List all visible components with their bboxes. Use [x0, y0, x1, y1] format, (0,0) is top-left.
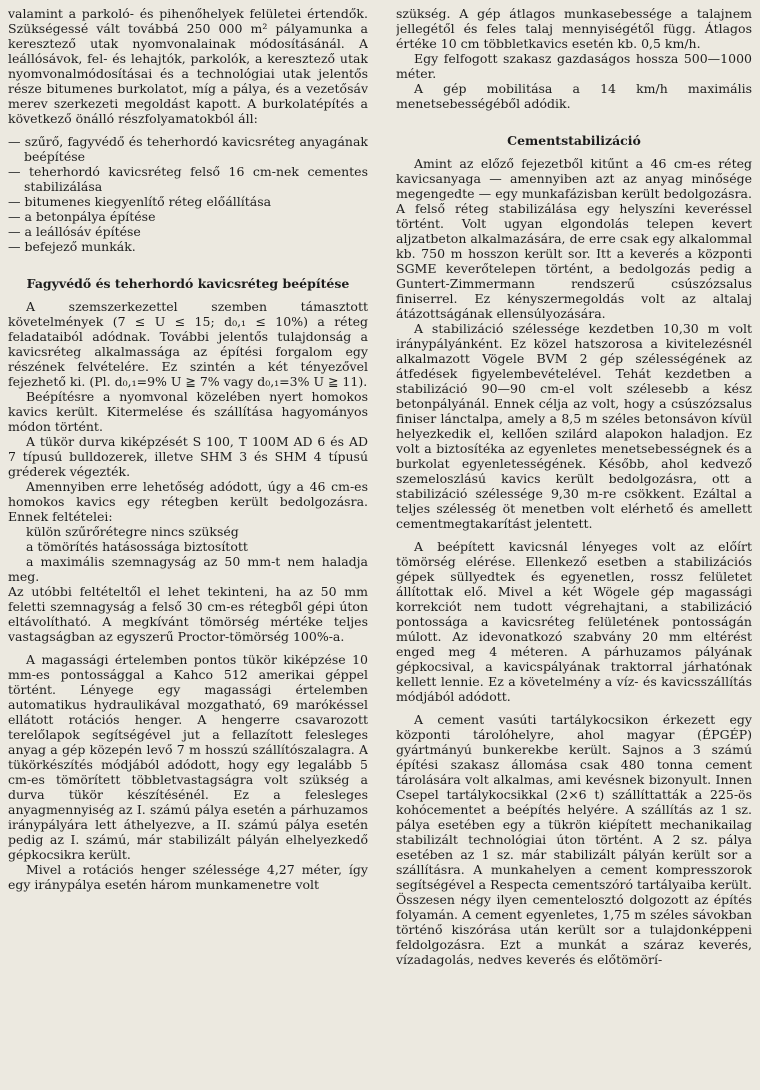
spacer	[8, 126, 368, 134]
list-item: — szűrő, fagyvédő és teherhordó kavicsréteg anyagának beépítése	[8, 134, 368, 164]
paragraph: Az utóbbi feltételtől el lehet tekinteni, ha az 50 mm feletti szemnagyság a felső 30 cm-es rétegből gépi úton eltávolítható. A megkívánt tömörség mértéke teljes vastagságban az egyszerű Proctor-tömörség 100%-a.	[8, 584, 368, 644]
spacer	[8, 254, 368, 276]
paragraph: Amint az előző fejezetből kitűnt a 46 cm-es réteg kavicsanyaga — amennyiben azt az anyag minősége megengedte — egy munkafázisban került bedolgozásra. A felső réteg stabilizálása egy helyszíni keveréssel történt. Volt ugyan elgondolás telepen kevert aljzatbeton alkalmazására, de erre csak egy alkalommal kb. 750 m hosszon került sor. Itt a keverés a központi SGME keverőtelepen történt, a bedolgozás pedig a Guntert-Zimmermann rendszerű csúszózsalus finiserrel. Ez kényszermegoldás volt az altalaj átázottságának ellensúlyozására.	[396, 156, 752, 321]
paragraph: A cement vasúti tartálykocsikon érkezett egy központi tárolóhelyre, ahol magyar (ÉPGÉP) gyártmányú bunkerekbe került. Sajnos a 3 számú építési szakasz állomása csak 480 tonna cement tárolására volt alkalmas, ami kevésnek bizonyult. Innen Csepel tartálykocsikkal (2×6 t) szállíttatták a 225-ös kohócementet a beépítés helyére. A szállítás az 1 sz. pálya esetében egy a tükrön kiépített mechanikailag stabilizált technológiai úton történt. A 2 sz. pálya esetében az 1 sz. már stabilizált pályán került sor a szállításra. A munkahelyen a cement kompresszorok segítségével a Respecta cementszóró tartályaiba került. Összesen négy ilyen cementelosztó dolgozott az építés folyamán. A cement egyenletes, 1,75 m széles sávokban történő kiszórása után került sor a tulajdonképpeni feldolgozásra. Ezt a munkát a száraz keverés, vízadagolás, nedves keverés és előtömörí-	[396, 712, 752, 967]
list-item: — teherhordó kavicsréteg felső 16 cm-nek cementes stabilizálása	[8, 164, 368, 194]
paragraph: A stabilizáció szélessége kezdetben 10,30 m volt iránypályánként. Ez közel hatszorosa a kivitelezésnél alkalmazott Vögele BVM 2 gép szélességének az átfedések figyelembevételével. Tehát kezdetben a stabilizáció 90—90 cm-el volt szélesebb a kész betonpályánál. Ennek célja az volt, hogy a csúszózsalus finiser lánctalpa, amely a 8,5 m széles betonsávon kívül helyezkedik el, kellően szilárd alapokon haladjon. Ez volt a biztosítéka az egyenletes menetsebességnek és a burkolat egyenletességének. Később, ahol kedvező szemeloszlású kavics került bedolgozásra, ott a stabilizáció szélessége 9,30 m-re csökkent. Ezáltal a teljes szélesség öt menetben volt elérhető és amellett cementmegtakarítást jelentett.	[396, 321, 752, 531]
paragraph: a tömörítés hatásossága biztosított	[26, 539, 248, 554]
spacer	[8, 291, 368, 299]
spacer	[396, 111, 752, 133]
right-column	[396, 6, 752, 1086]
paragraph: Amennyiben erre lehetőség adódott, úgy a 46 cm-es homokos kavics egy rétegben került bedolgozásra. Ennek feltételei:	[8, 479, 368, 524]
list-item: — befejező munkák.	[8, 239, 136, 254]
spacer	[396, 531, 752, 539]
section-heading: Fagyvédő és teherhordó kavicsréteg beépítése	[26, 276, 350, 291]
section-heading: Cementstabilizáció	[507, 133, 641, 148]
paragraph: A gép mobilitása a 14 km/h maximális menetsebességéből adódik.	[396, 81, 752, 111]
paragraph: a maximális szemnagyság az 50 mm-t nem haladja meg.	[8, 554, 368, 584]
spacer	[396, 704, 752, 712]
left-column	[8, 6, 368, 1086]
paragraph: A magassági értelemben pontos tükör kiképzése 10 mm-es pontossággal a Kahco 512 amerikai géppel történt. Lényege egy magassági értelemben automatikus hydraulikával mozgatható, 69 marókéssel ellátott rotációs henger. A hengerre csavarozott terelőlapok segítségével jut a fellazított felesleges anyag a gép közepén levő 7 m hosszú szállítószalagra. A tükörkészítés módjából adódott, hogy egy legalább 5 cm-es tömörített többletvastagságra volt szükség a durva tükör készítésénél. Ez a felesleges anyagmennyiség az I. számú pálya esetén a párhuzamos iránypályára lett áthelyezve, a II. számú pálya esetén pedig az I. számú, már stabilizált pályán elhelyezkedő gépkocsikra került.	[8, 652, 368, 862]
list-item: — a leállósáv építése	[8, 224, 141, 239]
paragraph: külön szűrőrétegre nincs szükség	[26, 524, 239, 539]
paragraph: A beépített kavicsnál lényeges volt az előírt tömörség elérése. Ellenkező esetben a stabilizációs gépek süllyedtek és egyenetlen, rossz felületet állítottak elő. Mivel a két Wögele gép magassági korrekciót nem tudott végrehajtani, a stabilizáció pontossága a kavicsréteg felületének pontosságán múlott. Az idevonatkozó szabvány 20 mm eltérést enged meg 4 méteren. A párhuzamos pályának gépkocsival, a kavicspályának traktorral járhatónak kellett lennie. Ez a követelmény a víz- és kavicsszállítás módjából adódott.	[396, 539, 752, 704]
paragraph: Mivel a rotációs henger szélessége 4,27 méter, így egy iránypálya esetén három munkamenetre volt	[8, 862, 368, 892]
paragraph: szükség. A gép átlagos munkasebessége a talajnem jellegétől és feles talaj mennyiségétől függ. Átlagos értéke 10 cm többletkavics esetén kb. 0,5 km/h.	[396, 6, 752, 51]
paragraph: A tükör durva kiképzését S 100, T 100M AD 6 és AD 7 típusú bulldozerek, illetve SHM 3 és SHM 4 típusú gréderek végezték.	[8, 434, 368, 479]
paragraph: Egy felfogott szakasz gazdaságos hossza 500—1000 méter.	[396, 51, 752, 81]
paragraph: A szemszerkezettel szemben támasztott követelmények (7 ≤ U ≤ 15; d₀,₁ ≤ 10%) a réteg feladataiból adódnak. További jelentős tulajdonság a kavicsréteg alkalmassága az építési forgalom egy részének felvételére. Ez szintén a két tényezővel fejezhető ki. (Pl. d₀,₁=9% U ≧ 7% vagy d₀,₁=3% U ≧ 11).	[8, 299, 368, 389]
paragraph: Beépítésre a nyomvonal közelében nyert homokos kavics került. Kitermelése és szállítása hagyományos módon történt.	[8, 389, 368, 434]
list-item: — a betonpálya építése	[8, 209, 156, 224]
list-item: — bitumenes kiegyenlítő réteg előállítása	[8, 194, 272, 209]
spacer	[8, 644, 368, 652]
paragraph: valamint a parkoló- és pihenőhelyek felületei értendők. Szükségessé vált továbbá 250 000 m² pályamunka a keresztező utak nyomvonalainak módosításánál. A leállósávok, fel- és lehajtók, parkolók, a keresztező utak nyomvonalmódosításai és a technológiai utak jelentős része bitumenes burkolatot, míg a pálya, és a vezetősáv merev szerkezeti megoldást kapott. A burkolatépítés a következő önálló részfolyamatokból áll:	[8, 6, 368, 126]
spacer	[396, 148, 752, 156]
